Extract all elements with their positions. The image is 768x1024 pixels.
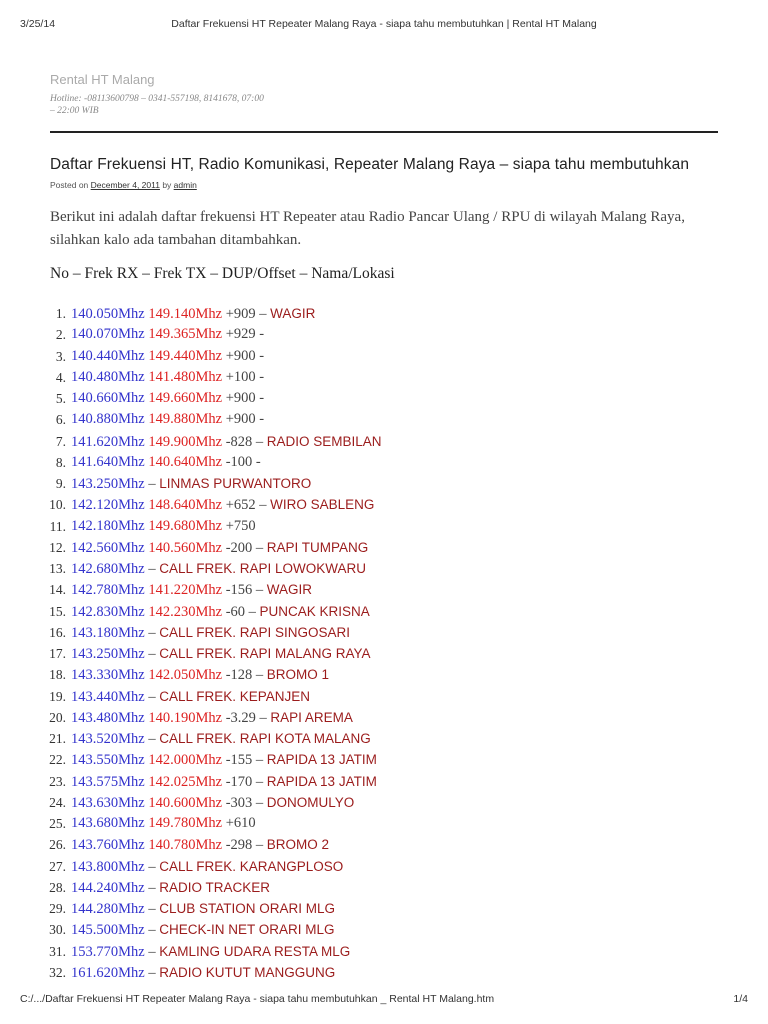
- rx-frequency: 143.800Mhz: [71, 858, 145, 875]
- location-name: BROMO 1: [266, 667, 330, 683]
- list-item-content: [71, 771, 377, 793]
- offset-text: +929 -: [222, 326, 265, 343]
- location-name: WAGIR: [270, 306, 316, 321]
- rx-frequency: 143.330Mhz: [71, 667, 145, 684]
- location-name: CALL FREK. RAPI SINGOSARI: [159, 624, 351, 640]
- list-item-content: [71, 431, 382, 453]
- offset-text: +909 –: [222, 306, 271, 322]
- location-name: CLUB STATION ORARI MLG: [159, 901, 335, 916]
- post-meta: [50, 180, 197, 190]
- location-name: CHECK-IN NET ORARI MLG: [159, 922, 335, 938]
- offset-text: +900 -: [222, 390, 265, 406]
- tx-frequency: 141.220Mhz: [148, 582, 223, 599]
- list-item-number: 5.: [55, 391, 66, 406]
- location-name: WAGIR: [266, 582, 313, 598]
- list-item-content: [71, 601, 370, 623]
- list-item-content: [71, 749, 377, 771]
- location-name: CALL FREK. KEPANJEN: [159, 688, 311, 704]
- rx-frequency: 143.480Mhz: [71, 709, 145, 726]
- list-item-number: 15.: [49, 603, 66, 619]
- post-date-link[interactable]: December 4, 2011: [90, 180, 160, 190]
- tx-frequency: 142.230Mhz: [148, 603, 223, 620]
- rx-frequency: 143.680Mhz: [71, 815, 145, 831]
- list-item-content: [71, 686, 310, 708]
- tx-frequency: 140.780Mhz: [148, 837, 223, 854]
- rx-frequency: 143.250Mhz: [71, 646, 145, 662]
- offset-text: +652 –: [222, 497, 271, 514]
- offset-text: -100 -: [222, 453, 261, 470]
- offset-text: -156 –: [222, 582, 267, 599]
- list-item-content: [71, 792, 354, 814]
- list-item-content: [71, 346, 264, 367]
- rx-frequency: 143.550Mhz: [71, 752, 145, 769]
- location-name: RADIO SEMBILAN: [266, 433, 382, 449]
- list-item-number: 31.: [49, 943, 66, 959]
- offset-text: +900 -: [222, 347, 265, 364]
- tx-frequency: 149.880Mhz: [148, 411, 223, 428]
- rx-frequency: 140.050Mhz: [71, 306, 145, 322]
- tx-frequency: 149.440Mhz: [148, 347, 223, 364]
- rx-frequency: 143.630Mhz: [71, 794, 145, 811]
- offset-text: +100 -: [222, 368, 265, 385]
- list-item-number: 13.: [49, 561, 66, 576]
- tx-frequency: 142.025Mhz: [148, 773, 223, 790]
- rx-frequency: 143.760Mhz: [71, 837, 145, 854]
- location-name: KAMLING UDARA RESTA MLG: [159, 943, 351, 959]
- rx-frequency: 143.250Mhz: [71, 476, 145, 492]
- offset-text: -3.29 –: [222, 709, 271, 726]
- location-name: CALL FREK. RAPI KOTA MALANG: [159, 731, 371, 746]
- rx-frequency: 145.500Mhz: [71, 922, 145, 939]
- list-item-content: [71, 367, 264, 388]
- tx-frequency: 142.000Mhz: [148, 752, 223, 769]
- tx-frequency: 142.050Mhz: [148, 667, 223, 684]
- offset-text: –: [144, 858, 160, 875]
- offset-text: –: [144, 731, 160, 747]
- rx-frequency: 144.240Mhz: [71, 879, 145, 896]
- rx-frequency: 140.070Mhz: [71, 326, 145, 343]
- tx-frequency: 149.140Mhz: [148, 306, 223, 322]
- site-title-link[interactable]: Rental HT Malang: [50, 72, 155, 87]
- list-item-number: 26.: [49, 837, 66, 853]
- rx-frequency: 144.280Mhz: [71, 901, 145, 917]
- offset-text: –: [144, 688, 160, 705]
- list-item-content: [71, 324, 264, 345]
- list-item-number: 17.: [49, 646, 66, 661]
- list-item-content: [71, 877, 270, 899]
- list-item-number: 25.: [49, 816, 66, 831]
- list-item-content: [71, 941, 350, 963]
- offset-text: –: [144, 646, 160, 662]
- list-item-content: [71, 409, 264, 430]
- location-name: CALL FREK. KARANGPLOSO: [159, 858, 344, 874]
- offset-text: -128 –: [222, 667, 267, 684]
- list-item-number: 9.: [55, 476, 66, 491]
- location-name: RAPI TUMPANG: [266, 539, 369, 555]
- list-item-number: 12.: [49, 539, 66, 555]
- site-description: Hotline: -08113600798 – 0341-557198, 8141678, 07:00 – 22:00 WIB: [50, 94, 264, 116]
- post-meta-prefix: Posted on: [50, 180, 91, 190]
- rx-frequency: 140.880Mhz: [71, 411, 145, 428]
- list-item-content: [71, 898, 335, 920]
- list-item-content: [71, 919, 335, 941]
- location-name: RAPIDA 13 JATIM: [266, 752, 377, 768]
- list-item-content: [71, 643, 371, 665]
- list-item-number: 14.: [49, 582, 66, 598]
- list-item-content: [71, 664, 329, 686]
- list-item-number: 7.: [55, 433, 66, 449]
- list-item-content: [71, 622, 350, 644]
- offset-text: -298 –: [222, 837, 267, 854]
- list-item-number: 30.: [49, 922, 66, 938]
- offset-text: -828 –: [222, 433, 267, 450]
- location-name: RAPIDA 13 JATIM: [266, 773, 377, 789]
- offset-text: -60 –: [222, 603, 260, 620]
- offset-text: –: [144, 879, 160, 896]
- print-date: 3/25/14: [20, 18, 56, 30]
- list-item-content: [71, 452, 261, 473]
- list-item-number: 2.: [55, 327, 66, 343]
- offset-text: +610: [222, 815, 256, 831]
- offset-text: –: [144, 561, 160, 577]
- rx-frequency: 142.680Mhz: [71, 561, 145, 577]
- rx-frequency: 140.440Mhz: [71, 347, 145, 364]
- list-item-content: [71, 856, 343, 878]
- list-item-content: [71, 494, 374, 516]
- list-item-number: 32.: [49, 964, 66, 980]
- list-item-content: [71, 388, 264, 409]
- offset-text: -170 –: [222, 773, 267, 790]
- location-name: DONOMULYO: [266, 794, 355, 810]
- tx-frequency: 141.480Mhz: [148, 368, 223, 385]
- rx-frequency: 142.560Mhz: [71, 539, 145, 556]
- tx-frequency: 149.680Mhz: [148, 517, 223, 534]
- list-item-number: 6.: [55, 412, 66, 428]
- list-item-number: 11.: [49, 518, 66, 534]
- tx-frequency: 149.365Mhz: [148, 326, 223, 343]
- offset-text: –: [144, 964, 160, 981]
- post-title: Daftar Frekuensi HT, Radio Komunikasi, Repeater Malang Raya – siapa tahu membutuhkan: [50, 156, 690, 173]
- tx-frequency: 149.900Mhz: [148, 433, 223, 450]
- list-item-number: 1.: [55, 306, 66, 321]
- location-name: CALL FREK. RAPI LOWOKWARU: [159, 561, 367, 576]
- post-intro: Berikut ini adalah daftar frekuensi HT Repeater atau Radio Pancar Ulang / RPU di wilayah Malang Raya, silahkan kalo ada tambahan ditambahkan.: [50, 209, 685, 248]
- list-item-number: 19.: [49, 688, 66, 704]
- list-item-content: [71, 473, 311, 495]
- list-item-number: 18.: [49, 667, 66, 683]
- list-item-number: 23.: [49, 773, 66, 789]
- tx-frequency: 149.780Mhz: [148, 815, 223, 831]
- rx-frequency: 140.660Mhz: [71, 390, 145, 406]
- list-item-number: 21.: [49, 731, 66, 746]
- list-item-content: [71, 834, 329, 856]
- rx-frequency: 141.640Mhz: [71, 453, 145, 470]
- rx-frequency: 143.520Mhz: [71, 731, 145, 747]
- print-footer: [20, 993, 748, 1007]
- offset-text: –: [144, 624, 160, 641]
- location-name: BROMO 2: [266, 837, 330, 853]
- print-header: [20, 18, 748, 34]
- offset-text: –: [144, 943, 160, 960]
- list-item-number: 4.: [55, 369, 66, 385]
- rx-frequency: 153.770Mhz: [71, 943, 145, 960]
- location-name: LINMAS PURWANTORO: [159, 476, 312, 491]
- rx-frequency: 143.180Mhz: [71, 624, 145, 641]
- rx-frequency: 141.620Mhz: [71, 433, 145, 450]
- list-heading: No – Frek RX – Frek TX – DUP/Offset – Nama/Lokasi: [50, 265, 395, 282]
- offset-text: -155 –: [222, 752, 267, 769]
- list-item-number: 27.: [49, 858, 66, 874]
- list-item-number: 22.: [49, 752, 66, 768]
- list-item-number: 10.: [49, 497, 66, 513]
- location-name: RAPI AREMA: [270, 709, 353, 725]
- post-author-link[interactable]: admin: [173, 180, 197, 190]
- print-page-number: 1/4: [733, 993, 748, 1005]
- post-meta-by: by: [159, 180, 174, 190]
- location-name: CALL FREK. RAPI MALANG RAYA: [159, 646, 371, 661]
- list-item-content: [71, 728, 371, 750]
- list-item-number: 20.: [49, 709, 66, 725]
- list-item-number: 28.: [49, 879, 66, 895]
- list-item-content: [71, 962, 335, 984]
- rx-frequency: 143.440Mhz: [71, 688, 145, 705]
- header-divider: [50, 131, 718, 133]
- offset-text: +750: [222, 517, 256, 534]
- print-file-path: C:/.../Daftar Frekuensi HT Repeater Malang Raya - siapa tahu membutuhkan _ Rental HT Malang.htm: [20, 993, 495, 1005]
- tx-frequency: 140.600Mhz: [148, 794, 223, 811]
- list-item-content: [71, 579, 312, 601]
- rx-frequency: 142.120Mhz: [71, 497, 145, 514]
- rx-frequency: 143.575Mhz: [71, 773, 145, 790]
- rx-frequency: 142.180Mhz: [71, 517, 145, 534]
- list-item-content: [71, 537, 368, 559]
- list-item-number: 8.: [55, 454, 66, 470]
- list-item-content: [71, 516, 256, 537]
- offset-text: –: [144, 476, 160, 492]
- list-item-number: 3.: [55, 348, 66, 364]
- location-name: PUNCAK KRISNA: [259, 603, 370, 619]
- offset-text: –: [144, 922, 160, 939]
- tx-frequency: 140.190Mhz: [148, 709, 223, 726]
- tx-frequency: 149.660Mhz: [148, 390, 223, 406]
- tx-frequency: 140.560Mhz: [148, 539, 223, 556]
- rx-frequency: 140.480Mhz: [71, 368, 145, 385]
- rx-frequency: 142.780Mhz: [71, 582, 145, 599]
- offset-text: +900 -: [222, 411, 265, 428]
- list-item-content: [71, 707, 353, 729]
- list-item-content: [71, 558, 366, 580]
- list-item-content: [71, 303, 315, 325]
- list-item-content: [71, 813, 256, 834]
- offset-text: –: [144, 901, 160, 917]
- rx-frequency: 161.620Mhz: [71, 964, 145, 981]
- location-name: WIRO SABLENG: [270, 497, 375, 513]
- location-name: RADIO KUTUT MANGGUNG: [159, 964, 336, 980]
- print-page-title: Daftar Frekuensi HT Repeater Malang Raya - siapa tahu membutuhkan | Rental HT Malang: [171, 18, 597, 30]
- rx-frequency: 142.830Mhz: [71, 603, 145, 620]
- offset-text: -200 –: [222, 539, 267, 556]
- tx-frequency: 140.640Mhz: [148, 453, 223, 470]
- location-name: RADIO TRACKER: [159, 879, 270, 895]
- list-item-number: 16.: [49, 624, 66, 640]
- offset-text: -303 –: [222, 794, 267, 811]
- tx-frequency: 148.640Mhz: [148, 497, 223, 514]
- list-item-number: 29.: [49, 901, 66, 916]
- list-item-number: 24.: [49, 794, 66, 810]
